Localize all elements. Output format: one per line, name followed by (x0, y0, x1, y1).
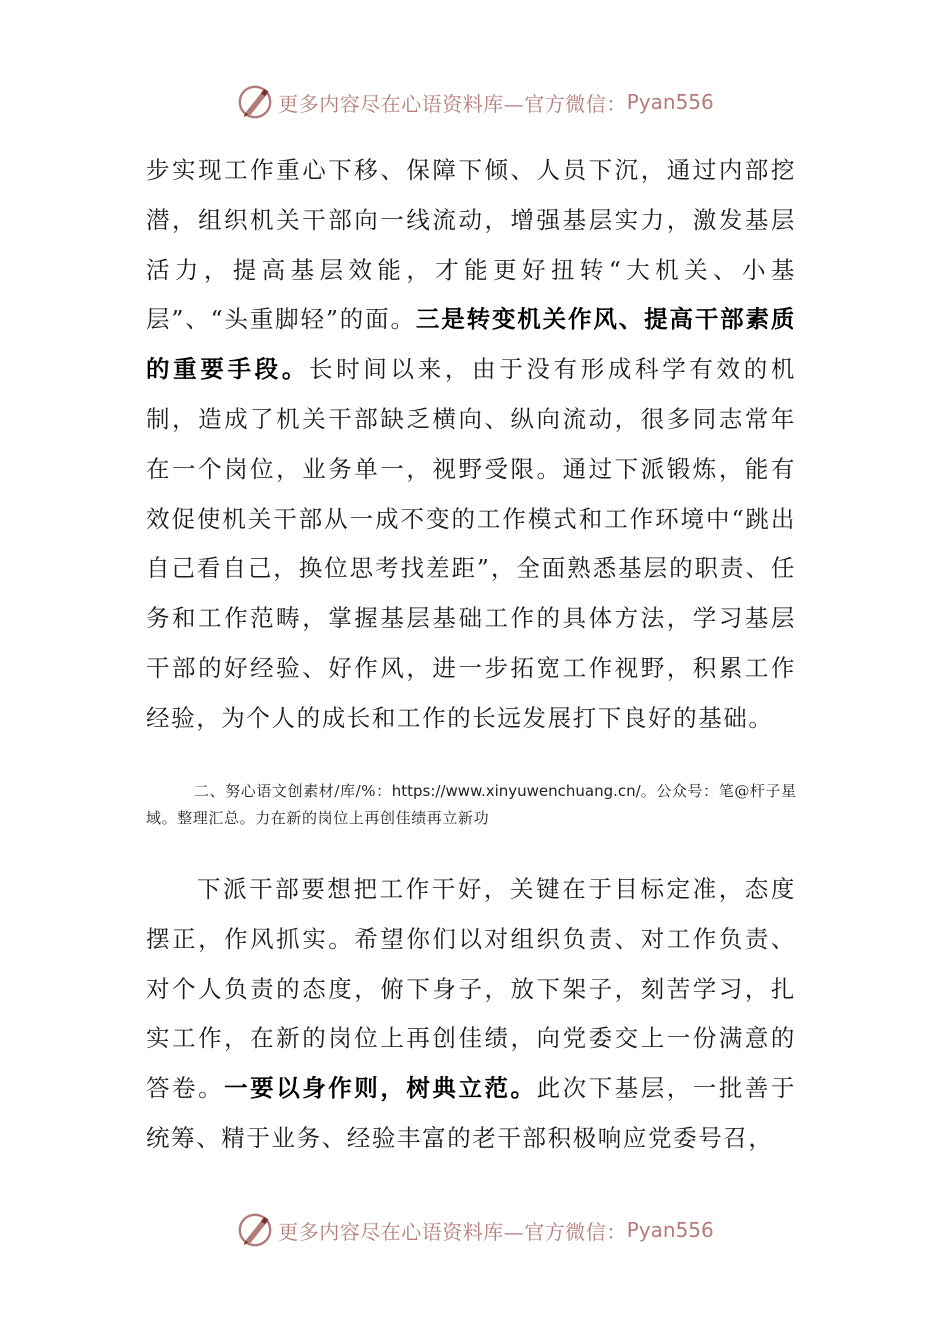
paragraph-2 (146, 865, 796, 1164)
section-heading-prefix: 二、努心语文创素材/库/%： (194, 782, 392, 800)
paragraph-2-text-a: 下派干部要想把工作干好，关键在于目标定准，态度摆正，作风抓实。希望你们以对组织负责、对工作负责、对个人负责的态度，俯下身子，放下架子，刻苦学习，扎实工作，在新的岗位上再创佳绩，向党委交上一份满意的答卷。 (146, 875, 796, 1103)
footer-watermark (0, 1208, 950, 1252)
pen-logo-icon (236, 83, 274, 121)
pen-logo-icon (236, 1211, 274, 1249)
paragraph-1-text-b: 长时间以来，由于没有形成科学有效的机制，造成了机关干部缺乏横向、纵向流动，很多同志常年在一个岗位，业务单一，视野受限。通过下派锻炼，能有效促使机关干部从一成不变的工作模式和工作环境中“跳出自己看自己，换位思考找差距”，全面熟悉基层的职责、任务和工作范畴，掌握基层基础工作的具体方法，学习基层干部的好经验、好作风，进一步拓宽工作视野，积累工作经验，为个人的成长和工作的长远发展打下良好的基础。 (146, 355, 796, 732)
paragraph-1 (146, 146, 796, 744)
paragraph-2-text-b: 此次下基层，一批善于统筹、精于业务、经验丰富的老干部积极响应党委号召， (146, 1074, 797, 1152)
section-heading-suffix: 。公众号：笔@杆子星域。整理汇总。力在新的岗位上再创佳绩再立新功 (146, 782, 797, 827)
watermark-wechat-id: Pyan556 (626, 1218, 714, 1242)
paragraph-2-bold-point: 一要以身作则，树典立范。 (224, 1074, 537, 1103)
watermark-text: 更多内容尽在心语资料库—官方微信： (278, 91, 627, 116)
watermark-text: 更多内容尽在心语资料库—官方微信： (278, 1219, 627, 1244)
section-heading (146, 778, 806, 832)
watermark-wechat-id: Pyan556 (626, 90, 714, 114)
section-heading-url[interactable]: https://www.xinyuwenchuang.cn/ (391, 782, 641, 800)
paragraph-1-bold-point: 三是转变机关作风、提高干部素质的重要手段。 (146, 305, 796, 384)
paragraph-1-text-a: 步实现工作重心下移、保障下倾、人员下沉，通过内部挖潜，组织机关干部向一线流动，增强基层实力，激发基层活力，提高基层效能，才能更好扭转“大机关、小基层”、“头重脚轻”的面。 (146, 156, 796, 334)
header-watermark (0, 80, 950, 124)
